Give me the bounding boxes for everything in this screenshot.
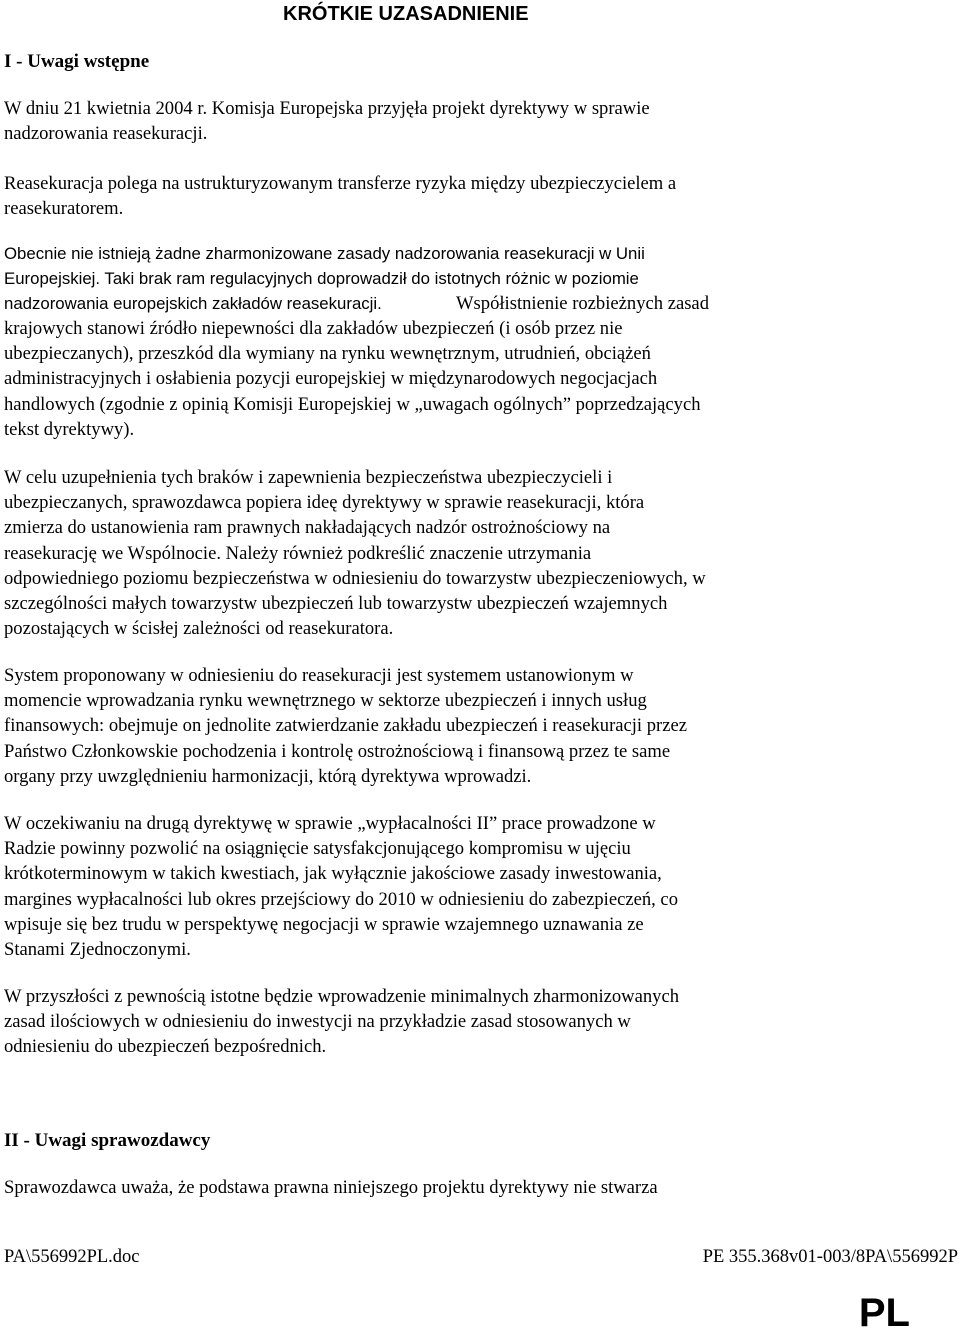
paragraph-5 — [4, 663, 954, 789]
text-line: Sprawozdawca uważa, że podstawa prawna niniejszego projektu dyrektywy nie stwarza — [4, 1177, 658, 1198]
paragraph-6 — [4, 811, 954, 962]
text-line: finansowych: obejmuje on jednolite zatwierdzanie zakładu ubezpieczeń i reasekuracji przez — [4, 715, 687, 737]
text-line: Współistnienie rozbieżnych zasad — [456, 293, 709, 314]
text-line: organy przy uwzględnieniu harmonizacji, którą dyrektywa wprowadzi. — [4, 765, 532, 787]
text-line: reasekuratorem. — [4, 198, 124, 220]
text-line: Reasekuracja polega na ustrukturyzowanym transferze ryzyka między ubezpieczycielem a — [4, 173, 677, 194]
text-line: W celu uzupełnienia tych braków i zapewnienia bezpieczeństwa ubezpieczycieli i — [4, 467, 613, 488]
text-line: ubezpieczanych), przeszkód dla wymiany na rynku wewnętrznym, utrudnień, obciążeń — [4, 343, 651, 365]
text-line: W przyszłości z pewnością istotne będzie wprowadzenie minimalnych zharmonizowanych — [4, 986, 679, 1007]
text-line: odniesieniu do ubezpieczeń bezpośrednich. — [4, 1036, 327, 1058]
paragraph-1 — [4, 96, 954, 146]
text-line: margines wypłacalności lub okres przejściowy do 2010 w odniesieniu do zabezpieczeń, co — [4, 888, 678, 910]
text-line: momencie wprowadzania rynku wewnętrznego w sektorze ubezpieczeń i innych usług — [4, 690, 647, 712]
text-line: nadzorowania reasekuracji. — [4, 123, 208, 145]
text-line: Państwo Członkowskie pochodzenia i kontrolę ostrożnościową i finansową przez te same — [4, 740, 671, 762]
text-line: Stanami Zjednoczonymi. — [4, 939, 191, 961]
text-line: System proponowany w odniesieniu do reasekuracji jest systemem ustanowionym w — [4, 665, 634, 686]
text-line: Obecnie nie istnieją żadne zharmonizowane zasady nadzorowania reasekuracji w Unii — [4, 244, 645, 263]
language-code: PL — [858, 1291, 910, 1335]
text-line: nadzorowania europejskich zakładów reasekuracji. — [4, 294, 382, 314]
text-line: pozostających w ścisłej zależności od reasekuratora. — [4, 618, 394, 640]
paragraph-4 — [4, 465, 954, 641]
text-line: ubezpieczanych, sprawozdawca popiera ideę dyrektywy w sprawie reasekuracji, która — [4, 492, 645, 514]
text-line: zasad ilościowych w odniesieniu do inwestycji na przykładzie zasad stosowanych w — [4, 1011, 631, 1033]
document-title: KRÓTKIE UZASADNIENIE — [283, 3, 529, 25]
text-line: odpowiedniego poziomu bezpieczeństwa w odniesieniu do towarzystw ubezpieczeniowych, w — [4, 567, 706, 589]
text-line: administracyjnych i osłabienia pozycji europejskiej w międzynarodowych negocjacjach — [4, 368, 658, 390]
text-line: W oczekiwaniu na drugą dyrektywę w sprawie „wypłacalności II” prace prowadzone w — [4, 813, 656, 834]
text-line: handlowych (zgodnie z opinią Komisji Europejskiej w „uwagach ogólnych” poprzedzających — [4, 393, 701, 415]
footer-file-reference: PA\556992PL.doc — [4, 1247, 140, 1267]
text-line: tekst dyrektywy). — [4, 418, 135, 440]
text-line: wpisuje się bez trudu w perspektywę negocjacji w sprawie wzajemnego uznawania ze — [4, 913, 644, 935]
text-line: zmierza do ustanowienia ram prawnych nakładających nadzór ostrożnościowy na — [4, 517, 611, 539]
text-line: Europejskiej. Taki brak ram regulacyjnych doprowadził do istotnych różnic w poziomie — [4, 269, 639, 289]
paragraph-2 — [4, 171, 954, 221]
paragraph-8 — [4, 1175, 954, 1200]
paragraph-7 — [4, 984, 954, 1060]
text-line: krajowych stanowi źródło niepewności dla zakładów ubezpieczeń (i osób przez nie — [4, 318, 623, 339]
text-line: reasekurację we Wspólnocie. Należy również podkreślić znaczenie utrzymania — [4, 542, 592, 564]
text-line: W dniu 21 kwietnia 2004 r. Komisja Europejska przyjęła projekt dyrektywy w sprawie — [4, 98, 650, 119]
section-heading-1: I - Uwagi wstępne — [4, 51, 150, 72]
text-line: krótkoterminowym w takich kwestiach, jak wyłącznie jakościowe zasady inwestowania, — [4, 863, 662, 885]
paragraph-3-continuation-start — [456, 291, 956, 316]
text-line: szczególności małych towarzystw ubezpieczeń lub towarzystw ubezpieczeń wzajemnych — [4, 593, 668, 615]
footer-document-reference: PE 355.368v01-003/8PA\556992P — [702, 1247, 958, 1267]
section-heading-2: II - Uwagi sprawozdawcy — [4, 1130, 211, 1151]
text-line: Radzie powinny pozwolić na osiągnięcie satysfakcjonującego kompromisu w ujęciu — [4, 838, 631, 860]
paragraph-3-serif — [4, 316, 954, 442]
